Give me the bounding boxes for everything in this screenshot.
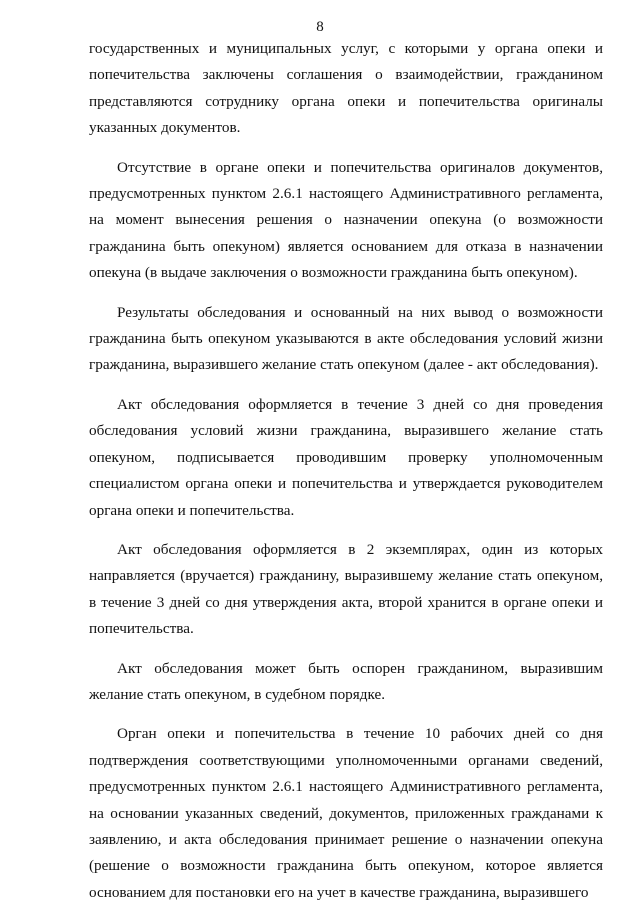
paragraph-act-preparation: Акт обследования оформляется в течение 3 дней со дня проведения обследования условий жизни гражданина, выразившего желание стать опекуном, подписывается проводившим проверку уполномоченным специалистом органа опеки и попечительства и утверждается руководителем органа опеки и попечительства. <box>89 395 603 519</box>
paragraph-continuation: государственных и муниципальных услуг, с которыми у органа опеки и попечительства заключены соглашения о взаимодействии, гражданином представляются сотруднику органа опеки и попечительства оригиналы указанных документов. <box>89 40 603 137</box>
paragraph-act-copies: Акт обследования оформляется в 2 экземплярах, один из которых направляется (вручается) гражданину, выразившему желание стать опекуном, в течение 3 дней со дня утверждения акта, второй хранится в органе опеки и попечительства. <box>89 540 603 638</box>
paragraph-act-appeal: Акт обследования может быть оспорен гражданином, выразившим желание стать опекуном, в судебном порядке. <box>89 659 603 703</box>
paragraph-guardian-decision: Орган опеки и попечительства в течение 10 рабочих дней со дня подтверждения соответствующими уполномоченными органами сведений, предусмотренных пунктом 2.6.1 настоящего Административного регламента, на основании указанных сведений, документов, приложенных гражданами к заявлению, и акта обследования принимает решение о назначении опекуна (решение о возможности гражданина быть опекуном, которое является основанием для постановки его на учет в качестве гражданина, выразившего <box>89 725 603 901</box>
paragraph-inspection-results: Результаты обследования и основанный на них вывод о возможности гражданина быть опекуном указываются в акте обследования условий жизни гражданина, выразившего желание стать опекуном (далее - акт обследования). <box>89 303 603 374</box>
document-body <box>89 36 603 919</box>
page-number: 8 <box>316 19 324 35</box>
paragraph-missing-originals: Отсутствие в органе опеки и попечительства оригиналов документов, предусмотренных пунктом 2.6.1 настоящего Административного регламента, на момент вынесения решения о назначении опекуна (о возможности гражданина быть опекуном) является основанием для отказа в назначении опекуна (в выдаче заключения о возможности гражданина быть опекуном). <box>89 158 603 282</box>
